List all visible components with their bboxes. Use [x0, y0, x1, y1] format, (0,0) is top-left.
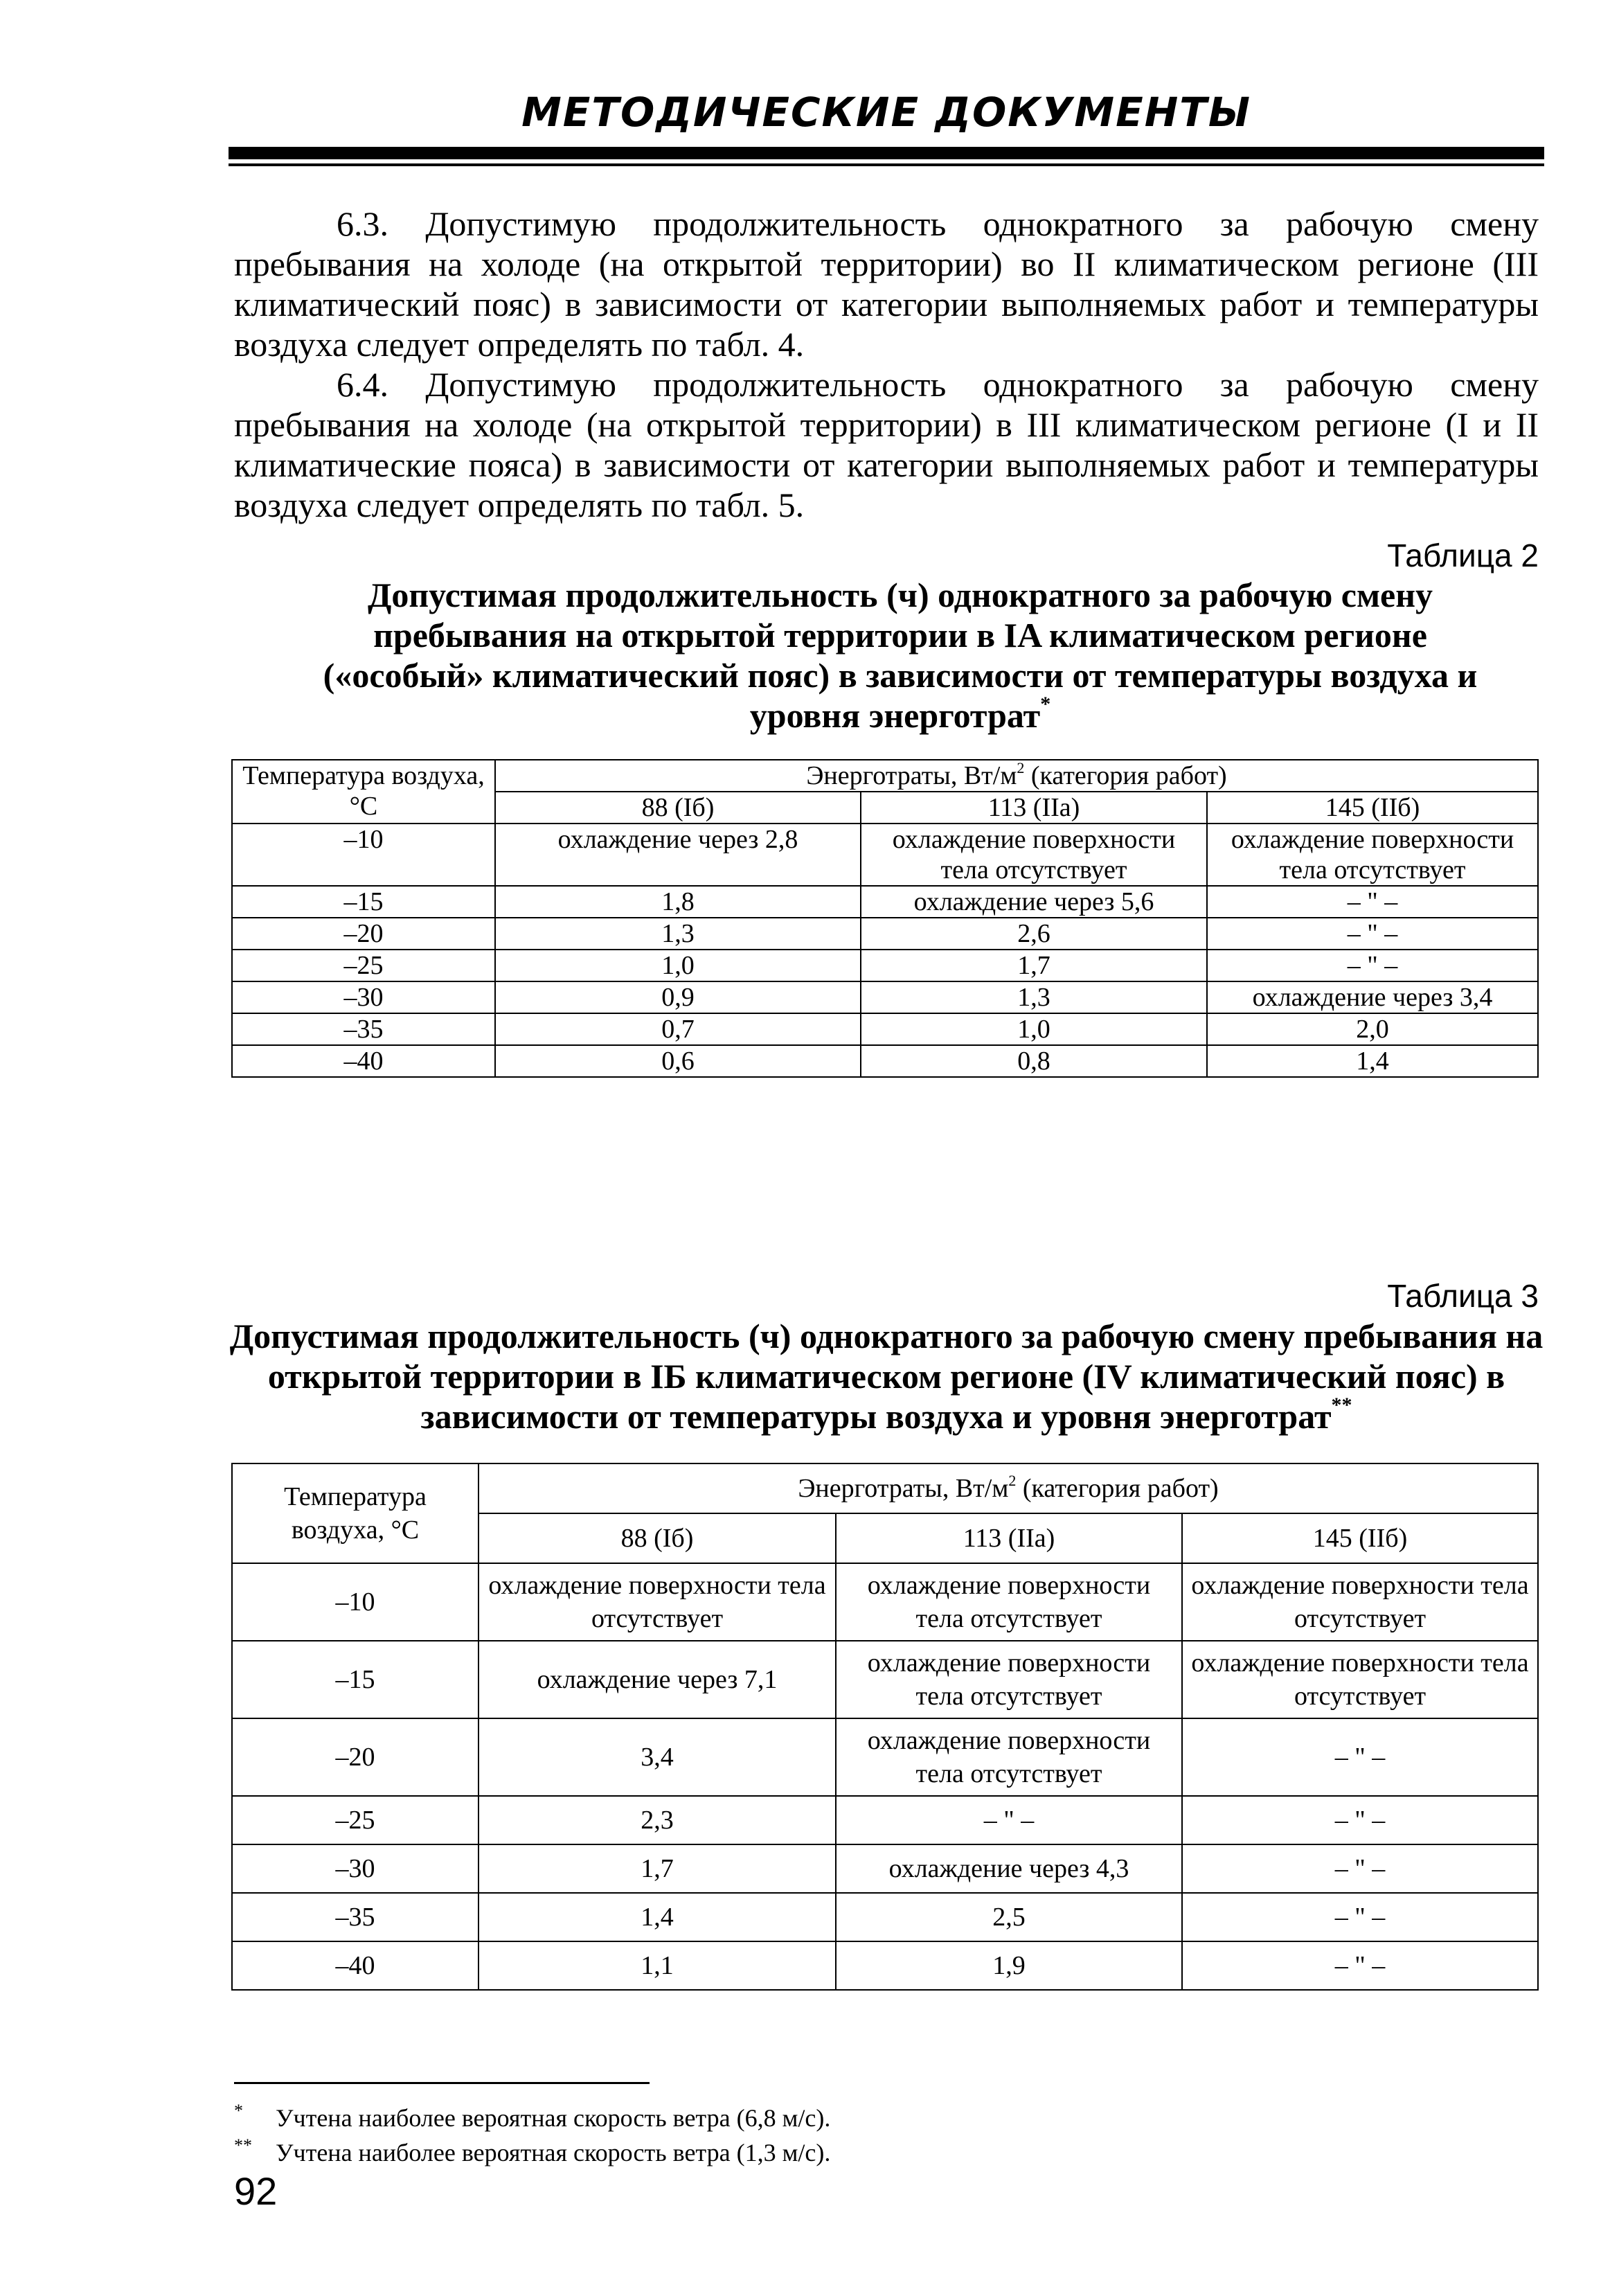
table-3-category: 88 (Iб) [478, 1513, 836, 1563]
table-3-header-row [232, 1463, 1538, 1513]
duration-cell: 2,6 [861, 918, 1207, 950]
footnote-text: Учтена наиболее вероятная скорость ветра (6,8 м/с). [276, 2104, 831, 2132]
duration-cell: 0,9 [495, 981, 861, 1013]
duration-cell: 0,8 [861, 1045, 1207, 1077]
table-3-energy-header [478, 1463, 1538, 1513]
table-3-title-text: Допустимая продолжительность (ч) однократного за рабочую смену пребывания на открытой территории в IБ климатическом регионе (IV климатический пояс) в зависимости от температуры воздуха и уровня энерготрат [229, 1317, 1544, 1436]
table-row [232, 918, 1538, 950]
temperature-cell: –10 [232, 824, 495, 886]
energy-header-suffix: (категория работ) [1016, 1474, 1219, 1503]
table-2-title [291, 575, 1510, 736]
table-row [232, 1563, 1538, 1641]
table-3-category: 113 (IIa) [836, 1513, 1182, 1563]
table-3-footnote-mark: ** [1331, 1394, 1352, 1416]
page-number: 92 [234, 2169, 278, 2213]
paragraph-6-3: 6.3. Допустимую продолжительность однократного за рабочую смену пребывания на холоде (на открытой территории) во II климатическом регионе (III климатический пояс) в зависимости от категории выполняемых работ и температуры воздуха следует определять по табл. 4. [234, 204, 1539, 364]
table-3-label: Таблица 3 [1387, 1278, 1539, 1314]
temperature-cell: –25 [232, 1796, 478, 1844]
duration-cell: – " – [1207, 950, 1538, 981]
running-header: МЕТОДИЧЕСКИЕ ДОКУМЕНТЫ [521, 89, 1251, 136]
energy-header-suffix: (категория работ) [1024, 761, 1227, 790]
temperature-cell: –15 [232, 1641, 478, 1718]
temperature-cell: –35 [232, 1893, 478, 1941]
duration-cell: 1,3 [861, 981, 1207, 1013]
duration-cell: охлаждение через 2,8 [495, 824, 861, 886]
table-row [232, 950, 1538, 981]
temperature-cell: –20 [232, 1718, 478, 1796]
duration-cell: – " – [1182, 1718, 1538, 1796]
table-row [232, 981, 1538, 1013]
energy-header-text: Энерготраты, Вт/м [806, 761, 1017, 790]
table-2-category: 88 (Iб) [495, 792, 861, 824]
duration-cell: охлаждение через 3,4 [1207, 981, 1538, 1013]
table-3-title [229, 1316, 1544, 1436]
duration-cell: 2,0 [1207, 1013, 1538, 1045]
table-row [232, 1013, 1538, 1045]
duration-cell: – " – [1182, 1941, 1538, 1990]
header-rule-thin [229, 163, 1544, 166]
table-row [232, 1941, 1538, 1990]
table-2-label: Таблица 2 [1387, 537, 1539, 573]
footnote-text: Учтена наиболее вероятная скорость ветра (1,3 м/с). [276, 2139, 831, 2166]
duration-cell: 1,7 [478, 1844, 836, 1893]
temperature-cell: –30 [232, 1844, 478, 1893]
header-rule-thick [229, 147, 1544, 159]
table-row [232, 824, 1538, 886]
duration-cell: 1,7 [861, 950, 1207, 981]
duration-cell: 1,4 [478, 1893, 836, 1941]
duration-cell: – " – [1182, 1844, 1538, 1893]
duration-cell: – " – [1182, 1796, 1538, 1844]
footnote-2 [234, 2129, 1342, 2169]
table-row [232, 1844, 1538, 1893]
duration-cell: 1,1 [478, 1941, 836, 1990]
duration-cell: охлаждение поверхности тела отсутствует [1207, 824, 1538, 886]
energy-header-sup: 2 [1008, 1472, 1017, 1489]
duration-cell: – " – [1182, 1893, 1538, 1941]
temperature-cell: –35 [232, 1013, 495, 1045]
table-2-energy-header [495, 760, 1538, 792]
duration-cell: 1,3 [495, 918, 861, 950]
duration-cell: охлаждение поверхности тела отсутствует [836, 1718, 1182, 1796]
duration-cell: – " – [1207, 918, 1538, 950]
temperature-cell: –40 [232, 1045, 495, 1077]
table-3-category: 145 (IIб) [1182, 1513, 1538, 1563]
duration-cell: 1,9 [836, 1941, 1182, 1990]
table-2-body [232, 824, 1538, 1077]
temperature-cell: –25 [232, 950, 495, 981]
duration-cell: 2,5 [836, 1893, 1182, 1941]
duration-cell: 2,3 [478, 1796, 836, 1844]
duration-cell: 1,0 [495, 950, 861, 981]
table-row [232, 886, 1538, 918]
duration-cell: охлаждение поверхности тела отсутствует [861, 824, 1207, 886]
footnote-mark: * [234, 2101, 243, 2121]
table-2-title-text: Допустимая продолжительность (ч) однократного за рабочую смену пребывания на открытой территории в IA климатическом регионе («особый» климатический пояс) в зависимости от температуры воздуха и уровня энерготрат [323, 576, 1478, 735]
table-2-header-row [232, 760, 1538, 792]
duration-cell: 1,0 [861, 1013, 1207, 1045]
table-row [232, 1045, 1538, 1077]
paragraph-6-4: 6.4. Допустимую продолжительность однократного за рабочую смену пребывания на холоде (на открытой территории) в III климатическом регионе (I и II климатические пояса) в зависимости от категории выполняемых работ и температуры воздуха следует определять по табл. 5. [234, 365, 1539, 524]
table-3-body [232, 1563, 1538, 1990]
duration-cell: охлаждение через 7,1 [478, 1641, 836, 1718]
duration-cell: охлаждение поверхности тела отсутствует [1182, 1563, 1538, 1641]
duration-cell: 3,4 [478, 1718, 836, 1796]
table-2 [231, 759, 1539, 1078]
temperature-cell: –10 [232, 1563, 478, 1641]
energy-header-text: Энерготраты, Вт/м [798, 1474, 1009, 1503]
duration-cell: охлаждение через 5,6 [861, 886, 1207, 918]
table-row [232, 1796, 1538, 1844]
duration-cell: 1,8 [495, 886, 861, 918]
duration-cell: охлаждение через 4,3 [836, 1844, 1182, 1893]
footnote-mark: ** [234, 2135, 252, 2155]
table-row [232, 1718, 1538, 1796]
footnote-separator [234, 2082, 650, 2084]
duration-cell: – " – [1207, 886, 1538, 918]
duration-cell: 0,6 [495, 1045, 861, 1077]
duration-cell: – " – [836, 1796, 1182, 1844]
temperature-cell: –40 [232, 1941, 478, 1990]
temperature-cell: –30 [232, 981, 495, 1013]
table-3-temp-header: Температура воздуха, °C [232, 1463, 478, 1563]
table-2-temp-header: Температура воздуха, °C [232, 760, 495, 824]
table-3 [231, 1463, 1539, 1991]
temperature-cell: –15 [232, 886, 495, 918]
duration-cell: 1,4 [1207, 1045, 1538, 1077]
table-row [232, 1893, 1538, 1941]
table-2-footnote-mark: * [1040, 693, 1051, 715]
table-row [232, 1641, 1538, 1718]
duration-cell: охлаждение поверхности тела отсутствует [478, 1563, 836, 1641]
table-2-category: 145 (IIб) [1207, 792, 1538, 824]
duration-cell: охлаждение поверхности тела отсутствует [836, 1563, 1182, 1641]
table-2-category: 113 (IIa) [861, 792, 1207, 824]
energy-header-sup: 2 [1017, 759, 1025, 776]
temperature-cell: –20 [232, 918, 495, 950]
duration-cell: охлаждение поверхности тела отсутствует [1182, 1641, 1538, 1718]
duration-cell: 0,7 [495, 1013, 861, 1045]
duration-cell: охлаждение поверхности тела отсутствует [836, 1641, 1182, 1718]
